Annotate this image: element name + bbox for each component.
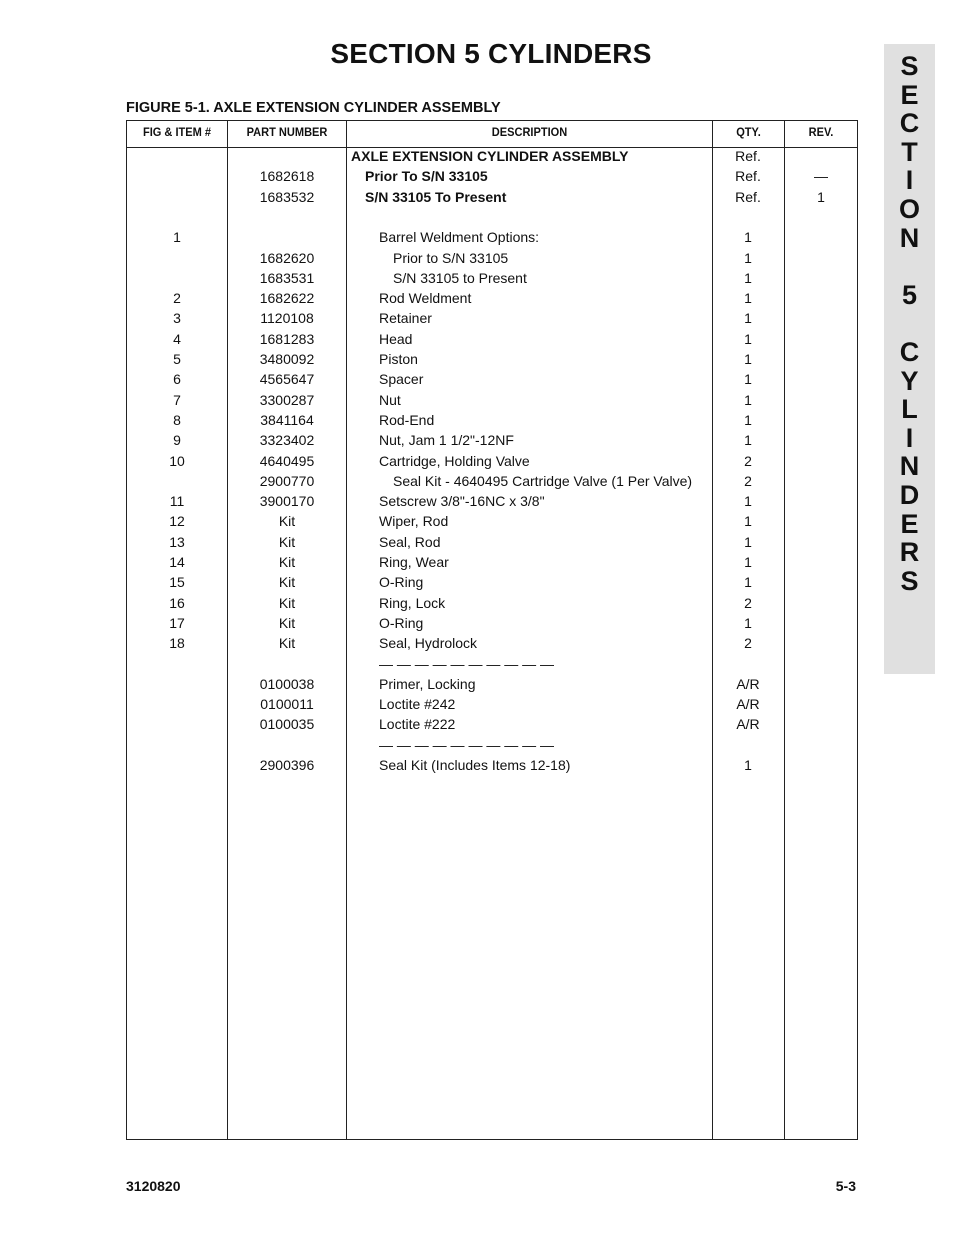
part-number-cell: Kit — [278, 635, 296, 652]
description-cell: Spacer — [379, 371, 424, 388]
description-cell: Nut, Jam 1 1/2"-12NF — [379, 432, 514, 449]
description-cell: Ring, Wear — [379, 554, 449, 570]
figure-caption: FIGURE 5-1. AXLE EXTENSION CYLINDER ASSEMBLY — [126, 100, 501, 116]
section-tab — [884, 44, 935, 674]
description-cell: Rod Weldment — [379, 290, 472, 307]
part-number-cell: 0100038 — [259, 675, 315, 692]
description-cell: Barrel Weldment Options: — [379, 229, 540, 246]
description-cell: O-Ring — [379, 574, 424, 591]
table-row — [127, 329, 857, 349]
qty-cell: Ref. — [735, 188, 761, 205]
rev-cell: 1 — [817, 188, 825, 205]
fig-item-cell: 6 — [173, 371, 181, 388]
fig-item-cell: 15 — [169, 574, 185, 591]
fig-item-cell: 14 — [169, 554, 185, 570]
description-cell: Setscrew 3/8"-16NC x 3/8" — [379, 493, 545, 510]
description-cell: Cartridge, Holding Valve — [379, 452, 530, 469]
fig-item-cell: 11 — [169, 493, 185, 510]
table-row — [127, 593, 857, 613]
part-number-cell: 3841164 — [260, 411, 314, 428]
part-number-cell: Kit — [278, 594, 296, 611]
description-cell: S/N 33105 To Present — [365, 188, 507, 205]
qty-cell: 1 — [744, 493, 752, 510]
fig-item-cell: 12 — [169, 513, 185, 530]
qty-cell: 1 — [744, 533, 752, 550]
fig-item-cell: 3 — [173, 310, 181, 327]
tab-letter: R — [899, 537, 920, 568]
description-cell: Seal Kit - 4640495 Cartridge Valve (1 Per Valve) — [393, 472, 693, 489]
rev-cell: — — [814, 168, 828, 185]
description-cell: Primer, Locking — [379, 675, 476, 692]
table-row — [127, 552, 857, 572]
description-cell: Wiper, Rod — [379, 513, 449, 530]
header-description: DESCRIPTION — [491, 125, 568, 139]
tab-letter: E — [900, 508, 919, 539]
table-row — [127, 187, 857, 207]
part-number-cell: Kit — [278, 513, 296, 530]
description-cell: Seal Kit (Includes Items 12-18) — [379, 757, 571, 773]
part-number-cell: 1683532 — [259, 188, 315, 205]
qty-cell: 2 — [744, 594, 752, 611]
table-row — [127, 511, 857, 531]
header-fig-item: FIG & ITEM # — [142, 125, 212, 139]
table-row — [127, 694, 857, 714]
table-row — [127, 451, 857, 471]
header-rev: REV. — [808, 125, 834, 139]
description-cell: Retainer — [379, 310, 432, 327]
qty-cell: 1 — [744, 371, 752, 388]
table-row — [127, 349, 857, 369]
description-cell: AXLE EXTENSION CYLINDER ASSEMBLY — [351, 148, 629, 164]
table-row — [127, 430, 857, 450]
tab-letter: O — [898, 193, 920, 224]
qty-cell: 2 — [744, 452, 752, 469]
description-cell: S/N 33105 to Present — [393, 269, 527, 286]
description-cell: Loctite #222 — [379, 716, 456, 733]
tab-letter: S — [900, 565, 919, 596]
qty-cell: A/R — [736, 696, 760, 713]
qty-cell: 1 — [744, 330, 752, 347]
part-number-cell: 3900170 — [259, 493, 315, 510]
tab-letter — [884, 252, 935, 281]
tab-letter: I — [905, 422, 914, 453]
part-number-cell: 1120108 — [260, 310, 314, 327]
fig-item-cell: 4 — [173, 330, 181, 347]
table-row — [127, 207, 857, 227]
table-row — [127, 248, 857, 268]
qty-cell: A/R — [736, 716, 760, 733]
tab-letter: 5 — [901, 279, 918, 310]
qty-cell: Ref. — [735, 148, 761, 164]
document-number: 3120820 — [126, 1178, 181, 1194]
table-row — [127, 390, 857, 410]
table-row — [127, 268, 857, 288]
qty-cell: 2 — [744, 472, 752, 489]
header-qty: QTY. — [736, 125, 761, 139]
part-number-cell: 1681283 — [259, 330, 315, 347]
table-row — [127, 471, 857, 491]
table-row — [127, 674, 857, 694]
table-row — [127, 410, 857, 430]
table-row — [127, 613, 857, 633]
qty-cell: 1 — [744, 554, 752, 570]
table-row — [127, 146, 857, 166]
qty-cell: 1 — [744, 249, 752, 266]
table-row — [127, 227, 857, 247]
tab-letter: C — [899, 108, 920, 139]
part-number-cell: Kit — [278, 574, 296, 591]
tab-letter: D — [899, 479, 920, 510]
part-number-cell: 0100011 — [260, 696, 314, 713]
description-cell: Rod-End — [379, 411, 435, 428]
description-cell: Head — [379, 330, 413, 347]
qty-cell: 1 — [744, 290, 752, 307]
qty-cell: 1 — [744, 269, 752, 286]
header-part-number: PART NUMBER — [246, 125, 328, 139]
tab-letter: N — [899, 222, 920, 253]
qty-cell: 1 — [744, 574, 752, 591]
fig-item-cell: 18 — [169, 635, 185, 652]
description-cell: Seal, Rod — [379, 533, 441, 550]
tab-letter: S — [900, 51, 919, 81]
description-cell: Seal, Hydrolock — [379, 635, 478, 652]
qty-cell: 1 — [744, 513, 752, 530]
part-number-cell: 0100035 — [259, 716, 315, 733]
fig-item-cell: 17 — [169, 614, 185, 631]
qty-cell: Ref. — [735, 168, 761, 185]
description-cell: — — — — — — — — — — — [379, 655, 555, 672]
page-number: 5-3 — [835, 1178, 856, 1194]
part-number-cell: 2900396 — [259, 757, 315, 773]
part-number-cell: 2900770 — [259, 472, 315, 489]
part-number-cell: Kit — [278, 614, 296, 631]
fig-item-cell: 2 — [173, 290, 181, 307]
qty-cell: 1 — [744, 432, 752, 449]
description-cell: Piston — [379, 351, 418, 367]
qty-cell: A/R — [736, 675, 760, 692]
table-row — [127, 714, 857, 734]
fig-item-cell: 1 — [173, 229, 181, 246]
part-number-cell: 1682620 — [259, 249, 315, 266]
description-cell: O-Ring — [379, 614, 424, 631]
table-row — [127, 633, 857, 653]
section-title: SECTION 5 CYLINDERS — [330, 38, 652, 69]
tab-letter: C — [899, 336, 920, 367]
part-number-cell: 3323402 — [259, 432, 315, 449]
tab-letter: E — [900, 79, 919, 110]
tab-letter: L — [901, 394, 918, 425]
tab-letter: T — [901, 136, 918, 167]
tab-letter — [884, 309, 935, 338]
qty-cell: 1 — [744, 411, 752, 428]
table-row — [127, 288, 857, 308]
qty-cell: 1 — [744, 391, 752, 408]
part-number-cell: 4565647 — [259, 371, 315, 388]
tab-letter: N — [899, 451, 920, 482]
fig-item-cell: 8 — [173, 411, 181, 428]
table-row — [127, 491, 857, 511]
table-row — [127, 654, 857, 674]
table-row — [127, 572, 857, 592]
tab-letter: I — [905, 165, 914, 196]
part-number-cell: 1682618 — [259, 168, 315, 185]
table-row — [127, 735, 857, 755]
description-cell: Ring, Lock — [379, 594, 446, 611]
qty-cell: 1 — [744, 757, 752, 773]
table-row — [127, 755, 857, 775]
qty-cell: 1 — [744, 351, 752, 367]
part-number-cell: 1682622 — [259, 290, 315, 307]
table-row — [127, 369, 857, 389]
description-cell: Prior To S/N 33105 — [365, 168, 488, 185]
qty-cell: 1 — [744, 310, 752, 327]
fig-item-cell: 9 — [173, 432, 181, 449]
parts-table — [126, 120, 858, 1140]
qty-cell: 2 — [744, 635, 752, 652]
description-cell: — — — — — — — — — — — [379, 736, 555, 753]
part-number-cell: 3480092 — [259, 351, 315, 367]
part-number-cell: 1683531 — [259, 269, 315, 286]
qty-cell: 1 — [744, 229, 752, 246]
fig-item-cell: 13 — [169, 533, 185, 550]
part-number-cell: 4640495 — [259, 452, 315, 469]
table-row — [127, 166, 857, 186]
table-row — [127, 532, 857, 552]
table-row — [127, 308, 857, 328]
section-tab-letters — [884, 52, 935, 595]
tab-letter: Y — [900, 365, 919, 396]
description-cell: Nut — [379, 391, 401, 408]
qty-cell: 1 — [744, 614, 752, 631]
description-cell: Prior to S/N 33105 — [393, 249, 509, 266]
fig-item-cell: 10 — [169, 452, 185, 469]
fig-item-cell: 7 — [173, 391, 181, 408]
description-cell: Loctite #242 — [379, 696, 456, 713]
fig-item-cell: 5 — [173, 351, 181, 367]
part-number-cell: Kit — [278, 533, 296, 550]
fig-item-cell: 16 — [169, 594, 185, 611]
part-number-cell: 3300287 — [259, 391, 315, 408]
part-number-cell: Kit — [278, 554, 296, 570]
